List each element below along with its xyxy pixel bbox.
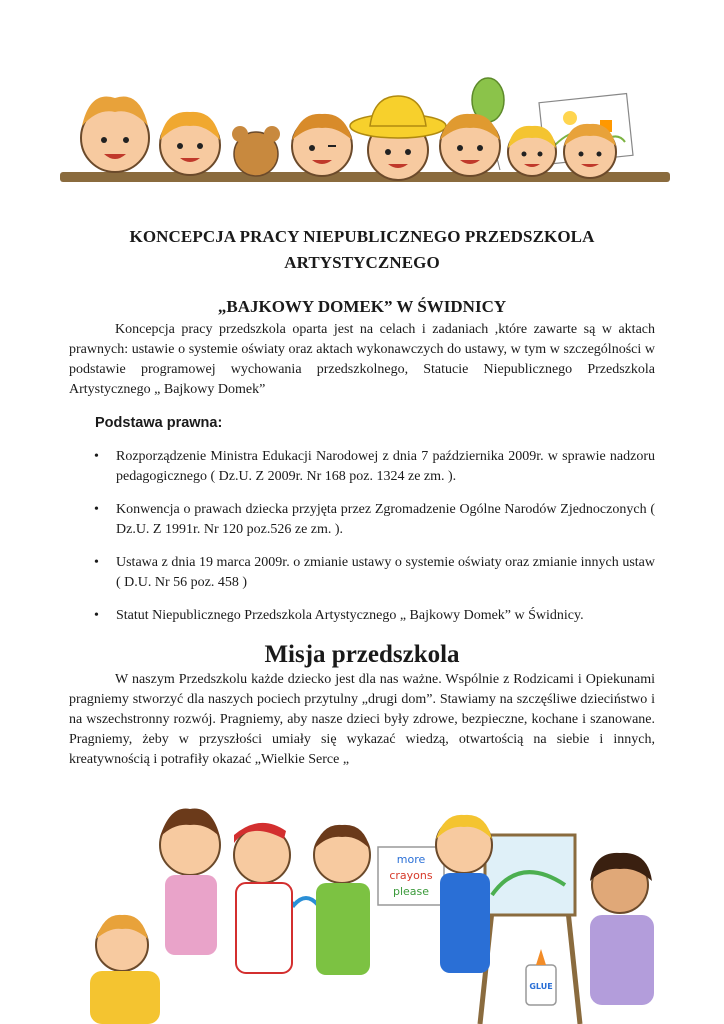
child-face <box>81 97 149 172</box>
bullet-icon: • <box>94 608 99 623</box>
child-face <box>292 114 352 176</box>
crayons-sign <box>378 847 444 905</box>
mission-paragraph: W naszym Przedszkolu każde dziecko jest dla nas ważne. Wspólnie z Rodzicami i Opiekunami pragniemy stworzyć dla naszych pociech przytulny „drugi dom”. Stawiamy na szczęśliwe dzieciństwo i na wszechstronny rozwój. Pragniemy, aby nasze dzieci były zdrowe, bezpieczne, kochane i szanowane. Pragniemy, żeby w przyszłości umiały się wykazać wiedzą, otwartością na siebie i innych, kreatywnością i potrafiły okazać „Wielkie Serce „ <box>69 672 655 767</box>
bullet-icon: • <box>94 502 99 517</box>
glue-bottle <box>526 949 556 1005</box>
svg-text:please: please <box>392 885 430 898</box>
child-figure <box>314 825 370 975</box>
footer-children-illustration <box>60 795 670 1024</box>
child-figure <box>436 815 492 973</box>
child-with-yellow-hat <box>350 96 446 180</box>
document-subtitle: „BAJKOWY DOMEK” W ŚWIDNICY <box>217 297 507 316</box>
list-item: • Statut Niepublicznego Przedszkola Artystycznego „ Bajkowy Domek” w Świdnicy. <box>69 606 655 626</box>
child-figure <box>90 915 160 1024</box>
child-figure <box>234 823 292 973</box>
list-item: • Konwencja o prawach dziecka przyjęta przez Zgromadzenie Ogólne Narodów Zjednoczonych ( Dz.U. Z 1991r. Nr 120 poz.526 ze zm. ). <box>94 502 655 537</box>
document-title: KONCEPCJA PRACY NIEPUBLICZNEGO PRZEDSZKOLA ARTYSTYCZNEGO <box>129 227 595 272</box>
bullet-icon: • <box>94 555 99 570</box>
svg-text:GLUE: GLUE <box>529 982 553 991</box>
list-item: • Rozporządzenie Ministra Edukacji Narodowej z dnia 7 października 2009r. w sprawie nadzoru pedagogicznego ( Dz.U. Z 2009r. Nr 168 poz. 1324 ze zm. ). <box>94 449 655 484</box>
child-figure <box>590 853 654 1005</box>
svg-text:more: more <box>396 853 426 866</box>
legal-basis-heading: Podstawa prawna: <box>95 415 223 431</box>
teddy-bear <box>232 126 280 176</box>
list-item: • Ustawa z dnia 19 marca 2009r. o zmianie ustawy o systemie oświaty oraz zmianie innych ustaw ( D.U. Nr 56 poz. 458 ) <box>94 555 655 590</box>
intro-paragraph: Koncepcja pracy przedszkola oparta jest na celach i zadaniach ,które zawarte są w aktach prawnych: ustawie o systemie oświaty oraz aktach wykonawczych do ustawy, w tym w szczególności w podstawie programowej wychowania przedszkolnego, Statucie Niepublicznego Przedszkola Artystycznego „ Bajkowy Domek” <box>69 322 655 397</box>
child-face <box>564 124 616 178</box>
child-face <box>160 112 220 175</box>
child-figure <box>160 809 220 955</box>
bullet-icon: • <box>94 449 99 464</box>
legal-basis-list <box>69 447 655 626</box>
svg-text:crayons: crayons <box>389 869 433 882</box>
document-body <box>69 224 655 770</box>
child-face <box>508 126 556 176</box>
header-children-illustration <box>60 60 670 200</box>
mission-heading: Misja przedszkola <box>264 641 460 668</box>
child-face <box>440 114 500 176</box>
